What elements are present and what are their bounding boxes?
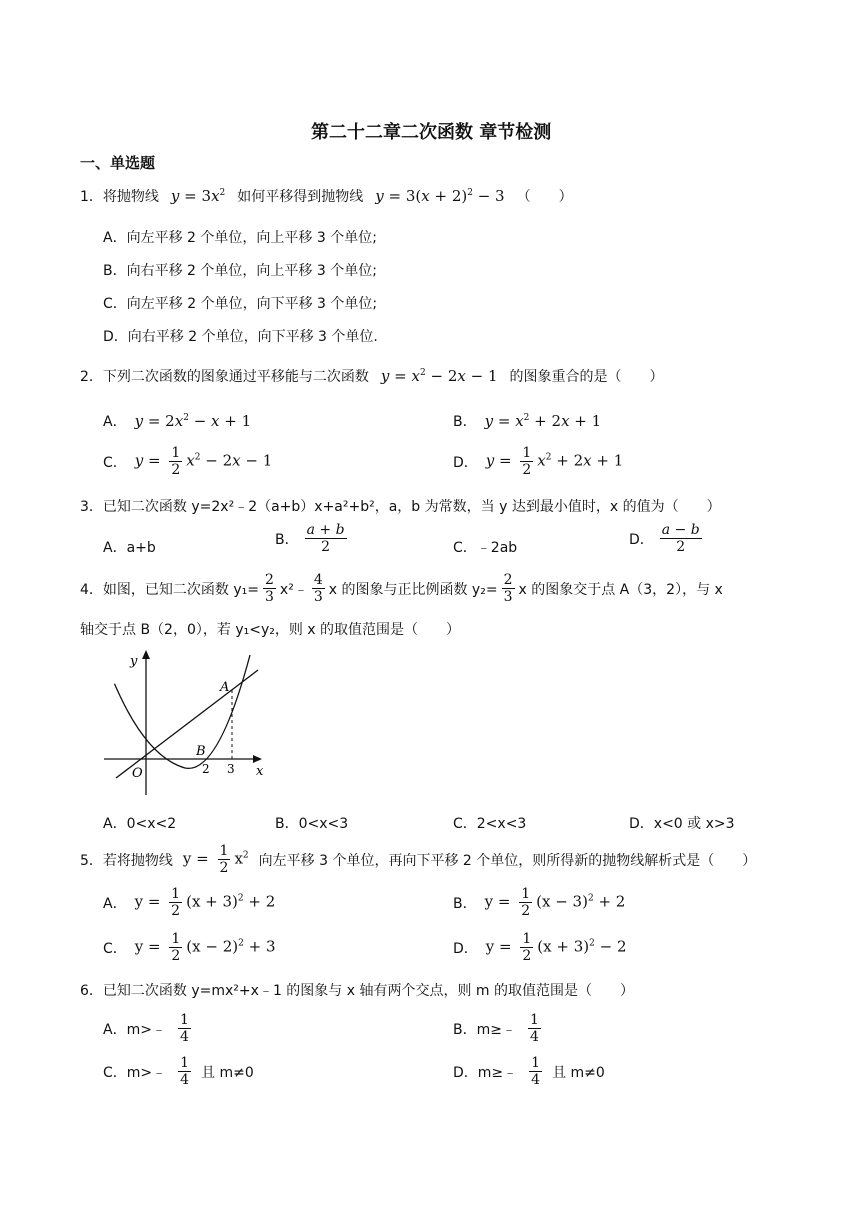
fraction: $\frac{1}{4}$ (529, 1012, 539, 1045)
formula: y = $\frac{1}{2}$ $x^2$ (182, 843, 249, 876)
option-b (453, 1012, 545, 1045)
option-d (629, 522, 706, 555)
option-suffix: 且 m≠0 (201, 1064, 254, 1081)
option-text: C．m>﹣ (103, 1064, 167, 1081)
question-number: 5． (80, 852, 103, 869)
question-number: 6． (80, 983, 103, 999)
option-label: A． (103, 540, 127, 556)
option-label: D． (453, 940, 478, 957)
option-d (453, 445, 623, 478)
point-b-label: B (196, 744, 206, 759)
formula: $y = 3(x + 2)^2 - 3$ (375, 187, 505, 205)
question-1 (80, 186, 573, 206)
question-number: 3． (80, 499, 103, 515)
option-c (103, 445, 272, 478)
question-text: 如图，已知二次函数 y₁= (102, 581, 259, 598)
question-number: 4． (80, 581, 103, 598)
formula: y = $\frac{1}{2}$ $(x + 3)^2 - 2$ (485, 931, 627, 964)
question-text: 已知二次函数 y=2x²﹣2（a+b）x+a²+b²，a，b 为常数，当 y 达到最小值时，x 的值为（ ） (102, 499, 721, 515)
question-text: x²﹣ (279, 581, 308, 598)
formula: y = $\frac{1}{2}$ $x^2 - 2x - 1$ (134, 445, 273, 478)
formula: $y = x^2 + 2x + 1$ (484, 412, 602, 430)
question-text: 将抛物线 (102, 189, 159, 205)
option-text: A．m>﹣ (103, 1021, 166, 1038)
question-3 (80, 496, 721, 516)
option-label: A． (103, 414, 127, 430)
formula: y = $\frac{1}{2}$ $x^2 + 2x + 1$ (485, 445, 624, 478)
parabola-curve (115, 655, 251, 768)
question-text: 若将抛物线 (102, 852, 173, 869)
point-a-label: A (220, 680, 230, 695)
fraction: $\frac{1}{4}$ (180, 1055, 190, 1088)
question-text: 下列二次函数的图象通过平移能与二次函数 (102, 369, 369, 385)
page-title: 第二十二章二次函数 章节检测 (311, 122, 552, 143)
question-number: 2． (80, 369, 103, 385)
option-label: D． (629, 531, 654, 548)
line-y2 (116, 670, 258, 778)
question-text: 的图象重合的是（ ） (509, 369, 664, 385)
question-5 (80, 843, 756, 876)
option-a (103, 411, 251, 431)
question-blank: （ ） (516, 189, 573, 205)
option-a (103, 537, 156, 557)
option-label: B． (453, 895, 477, 912)
option-label: D． (453, 454, 478, 471)
fraction: $\frac{a + b}{2}$ (306, 522, 345, 555)
fraction: $\frac{4}{3}$ (313, 572, 323, 605)
question-text: 已知二次函数 y=mx²+x﹣1 的图象与 x 轴有两个交点，则 m 的取值范围是（ ） (102, 983, 635, 999)
option-c: C．2<x<3 (453, 816, 527, 832)
option-label: B． (453, 414, 477, 430)
option-c (103, 1055, 254, 1088)
option-d: D．x<0 或 x>3 (629, 816, 735, 832)
option-b (275, 522, 351, 555)
formula: $y = 2x^2 - x + 1$ (134, 412, 252, 430)
option-a: A．向左平移 2 个单位，向上平移 3 个单位; (103, 230, 377, 246)
option-b (453, 886, 625, 919)
option-a (103, 1012, 195, 1045)
option-c (103, 931, 276, 964)
fraction: $\frac{1}{4}$ (531, 1055, 541, 1088)
question-text: x 的图象与正比例函数 y₂= (328, 581, 498, 598)
option-a: A．0<x<2 (103, 816, 177, 832)
formula: y = $\frac{1}{2}$ $(x - 3)^2 + 2$ (484, 886, 626, 919)
option-text: D．m≥﹣ (453, 1064, 518, 1081)
option-b (453, 411, 601, 431)
origin-label: O (132, 766, 143, 781)
tick-3-label: 3 (227, 762, 235, 776)
formula: $y = 3x^2$ (170, 187, 226, 205)
question-text-line2: 轴交于点 B（2，0），若 y₁<y₂，则 x 的取值范围是（ ） (80, 622, 461, 638)
option-suffix: 且 m≠0 (552, 1064, 605, 1081)
option-b: B．0<x<3 (275, 816, 349, 832)
question-6 (80, 980, 634, 1000)
option-a (103, 886, 275, 919)
option-label: C． (453, 540, 477, 556)
question-text: x 的图象交于点 A（3，2），与 x (518, 581, 723, 598)
fraction: $\frac{1}{4}$ (179, 1012, 189, 1045)
question-4 (80, 572, 723, 605)
option-c (453, 537, 517, 557)
fraction: $\frac{2}{3}$ (503, 572, 513, 605)
y-axis-label: y (130, 654, 138, 669)
function-graph (100, 645, 270, 805)
option-c: C．向左平移 2 个单位，向下平移 3 个单位; (103, 296, 378, 312)
fraction: $\frac{a - b}{2}$ (661, 522, 700, 555)
option-label: B． (275, 531, 299, 548)
section-heading: 一、单选题 (80, 154, 156, 172)
option-value: a+b (126, 540, 156, 556)
option-text: B．m≥﹣ (453, 1021, 516, 1038)
question-2 (80, 366, 664, 386)
y-axis-arrow-icon (142, 650, 150, 659)
x-axis-label: x (256, 764, 264, 779)
option-b: B．向右平移 2 个单位，向上平移 3 个单位; (103, 263, 377, 279)
option-label: C． (103, 454, 127, 471)
option-d: D．向右平移 2 个单位，向下平移 3 个单位. (103, 329, 378, 345)
option-d (453, 1055, 605, 1088)
option-value: ﹣2ab (476, 540, 518, 556)
formula: y = $\frac{1}{2}$ $(x + 3)^2 + 2$ (134, 886, 276, 919)
option-d (453, 931, 627, 964)
question-number: 1． (80, 189, 103, 205)
x-axis-arrow-icon (253, 755, 262, 763)
formula: y = $\frac{1}{2}$ $(x - 2)^2 + 3$ (134, 931, 276, 964)
question-text: 如何平移得到抛物线 (237, 189, 364, 205)
formula: $y = x^2 - 2x - 1$ (380, 367, 498, 385)
tick-2-label: 2 (202, 762, 210, 776)
option-label: A． (103, 895, 127, 912)
option-label: C． (103, 940, 127, 957)
question-text: 向左平移 3 个单位，再向下平移 2 个单位，则所得新的抛物线解析式是（ ） (258, 852, 757, 869)
fraction: $\frac{2}{3}$ (265, 572, 274, 605)
